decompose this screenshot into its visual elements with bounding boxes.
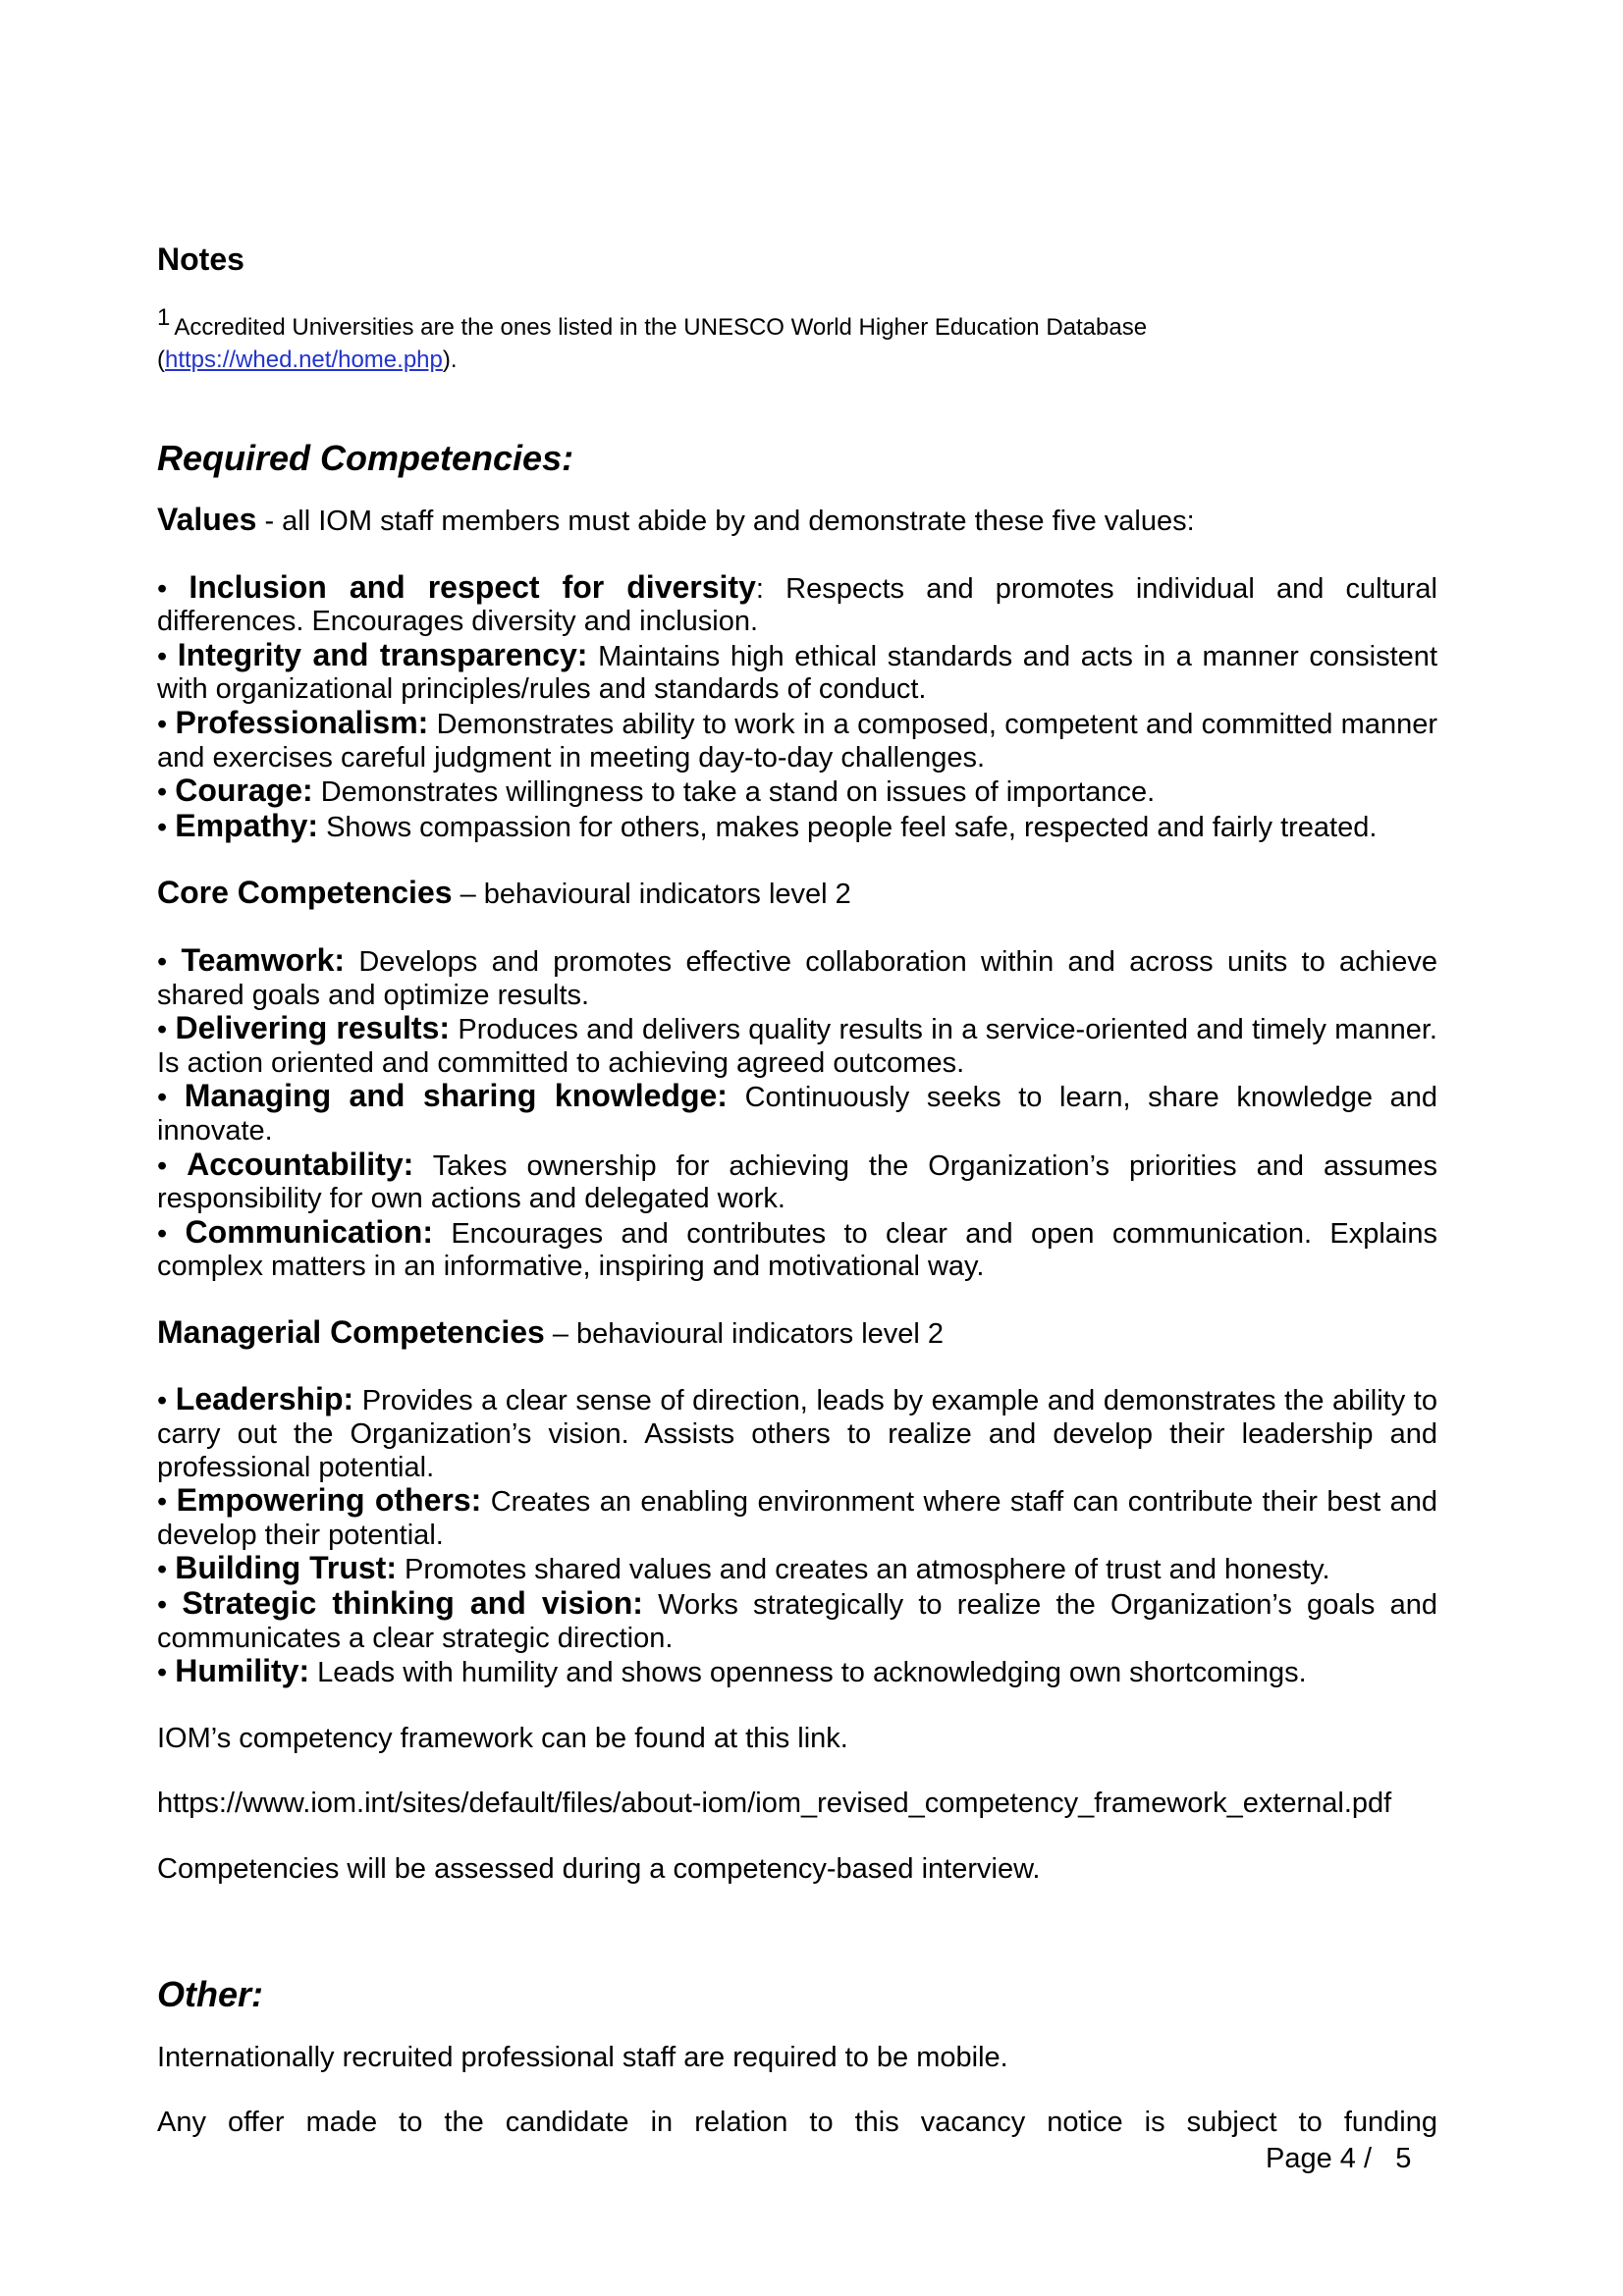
required-competencies-heading: Required Competencies: (157, 438, 574, 478)
core-item-title: Accountability: (187, 1146, 414, 1182)
document-page (157, 232, 1437, 2140)
managerial-competencies-list (157, 1383, 1437, 1689)
value-text: Respects and promotes individual and cultural differences. Encourages diversity and inclusion. (157, 572, 1437, 638)
mobility-text: Internationally recruited professional staff are required to be mobile. (157, 2041, 1008, 2073)
managerial-item-empowering: • Empowering others: Creates an enabling environment where staff can contribute their best and develop their potential. (157, 1482, 1437, 1551)
managerial-title: Managerial Competencies (157, 1313, 545, 1350)
core-item-title: Managing and sharing knowledge: (184, 1078, 728, 1114)
value-item-inclusion: • Inclusion and respect for diversity: Respects and promotes individual and cultural differences. Encourages diversity and inclusion. (157, 568, 1437, 638)
core-item-teamwork: • Teamwork: Develops and promotes effective collaboration within and across units to achieve shared goals and optimize results. (157, 941, 1437, 1011)
framework-link[interactable]: https://www.iom.int/sites/default/files/about-iom/iom_revised_competency_framework_external.pdf (157, 1788, 1392, 1820)
value-title: Empathy: (175, 807, 319, 843)
core-item-communication: • Communication: Encourages and contributes to clear and open communication. Explains complex matters in an informative, inspiring and motivational way. (157, 1213, 1437, 1283)
value-title: Inclusion and respect for diversity (189, 568, 756, 605)
value-item-courage: • Courage: Demonstrates willingness to take a stand on issues of importance. (157, 773, 1156, 809)
values-list (157, 568, 1438, 845)
value-text: Demonstrates willingness to take a stand on issues of importance. (312, 776, 1156, 809)
page-number: Page 4 / 5 (1266, 2143, 1412, 2174)
core-item-text: Produces and delivers quality results in a service-oriented and timely manner. Is action oriented and committed to achieving agreed outcomes. (157, 1014, 1437, 1079)
whed-link[interactable]: https://whed.net/home.php (165, 347, 443, 373)
footnote-number: 1 (157, 304, 171, 331)
managerial-item-title: Building Trust: (175, 1550, 397, 1586)
value-title: Professionalism: (175, 704, 429, 740)
footnote-open-paren: ( (157, 347, 165, 373)
value-item-professionalism: • Professionalism: Demonstrates ability to work in a composed, competent and committed manner and exercises careful judgment in meeting day-to-day challenges. (157, 704, 1438, 774)
core-item-title: Delivering results: (175, 1010, 451, 1046)
value-item-empathy: • Empathy: Shows compassion for others, makes people feel safe, respected and fairly treated. (157, 807, 1378, 843)
managerial-item-text: Works strategically to realize the Organization’s goals and communicates a clear strategic direction. (157, 1589, 1437, 1654)
assessment-text: Competencies will be assessed during a competency-based interview. (157, 1853, 1041, 1885)
managerial-item-title: Leadership: (175, 1381, 354, 1417)
value-text: Shows compassion for others, makes people feel safe, respected and fairly treated. (318, 811, 1378, 843)
core-item-title: Teamwork: (181, 941, 346, 978)
core-title: Core Competencies (157, 875, 453, 911)
core-item-text: Continuously seeks to learn, share knowledge and innovate. (157, 1082, 1438, 1147)
managerial-item-text: Creates an enabling environment where staff can contribute their best and develop their potential. (157, 1486, 1437, 1551)
offer-text: Any offer made to the candidate in relation to this vacancy notice is subject to funding (157, 2107, 1437, 2139)
managerial-item-title: Humility: (175, 1653, 310, 1689)
core-item-title: Communication: (185, 1213, 433, 1250)
core-subtitle: – behavioural indicators level 2 (452, 879, 851, 911)
managerial-item-leadership: • Leadership: Provides a clear sense of direction, leads by example and demonstrates the ability to carry out the Organization’s vision. Assists others to realize and develop their leadership and professional potential. (157, 1381, 1437, 1483)
value-text: Maintains high ethical standards and acts in a manner consistent with organizational principles/rules and standards of conduct. (157, 640, 1437, 706)
footnote-text: Accredited Universities are the ones listed in the UNESCO World Higher Education Database (174, 314, 1148, 341)
framework-text: IOM’s competency framework can be found at this link. (157, 1722, 848, 1754)
core-competencies-list (157, 941, 1438, 1284)
footnote-close-paren: ). (442, 347, 458, 373)
managerial-item-text: Promotes shared values and creates an atmosphere of trust and honesty. (396, 1554, 1330, 1586)
values-intro-text: - all IOM staff members must abide by and demonstrate these five values: (256, 506, 1195, 537)
managerial-subtitle: – behavioural indicators level 2 (544, 1317, 945, 1350)
managerial-competencies-heading (157, 1313, 1437, 1352)
value-item-integrity: • Integrity and transparency: Maintains high ethical standards and acts in a manner consistent with organizational principles/rules and standards of conduct. (157, 636, 1437, 706)
core-item-text: Takes ownership for achieving the Organization’s priorities and assumes responsibility for own actions and delegated work. (157, 1149, 1437, 1215)
core-item-accountability: • Accountability: Takes ownership for achieving the Organization’s priorities and assumes responsibility for own actions and delegated work. (157, 1146, 1437, 1215)
core-item-managing-knowledge: • Managing and sharing knowledge: Continuously seeks to learn, share knowledge and innovate. (157, 1078, 1438, 1147)
managerial-item-title: Empowering others: (176, 1482, 482, 1519)
core-item-delivering-results: • Delivering results: Produces and delivers quality results in a service-oriented and timely manner. Is action oriented and committed to achieving agreed outcomes. (157, 1010, 1437, 1079)
managerial-item-trust: • Building Trust: Promotes shared values and creates an atmosphere of trust and honesty. (157, 1550, 1330, 1586)
values-intro (157, 504, 1437, 539)
value-title: Integrity and transparency: (177, 636, 588, 672)
managerial-item-text: Provides a clear sense of direction, leads by example and demonstrates the ability to carry out the Organization’s vision. Assists others to realize and develop their leadership and professional potential. (157, 1385, 1437, 1483)
notes-heading: Notes (157, 241, 244, 277)
managerial-item-text: Leads with humility and shows openness to acknowledging own shortcomings. (309, 1657, 1307, 1689)
managerial-item-strategic: • Strategic thinking and vision: Works strategically to realize the Organization’s goals and communicates a clear strategic direction. (157, 1585, 1437, 1654)
value-text: Demonstrates ability to work in a composed, competent and committed manner and exercises careful judgment in meeting day-to-day challenges. (157, 708, 1438, 774)
core-competencies-heading (157, 877, 1437, 912)
footnote (157, 301, 1437, 376)
other-heading: Other: (157, 1973, 263, 2014)
value-title: Courage: (175, 773, 313, 809)
core-item-text: Encourages and contributes to clear and open communication. Explains complex matters in an informative, inspiring and motivational way. (157, 1217, 1437, 1283)
managerial-item-humility: • Humility: Leads with humility and shows openness to acknowledging own shortcomings. (157, 1653, 1307, 1689)
core-item-text: Develops and promotes effective collaboration within and across units to achieve shared goals and optimize results. (157, 945, 1437, 1011)
managerial-item-title: Strategic thinking and vision: (182, 1585, 643, 1622)
values-title: Values (157, 502, 257, 537)
